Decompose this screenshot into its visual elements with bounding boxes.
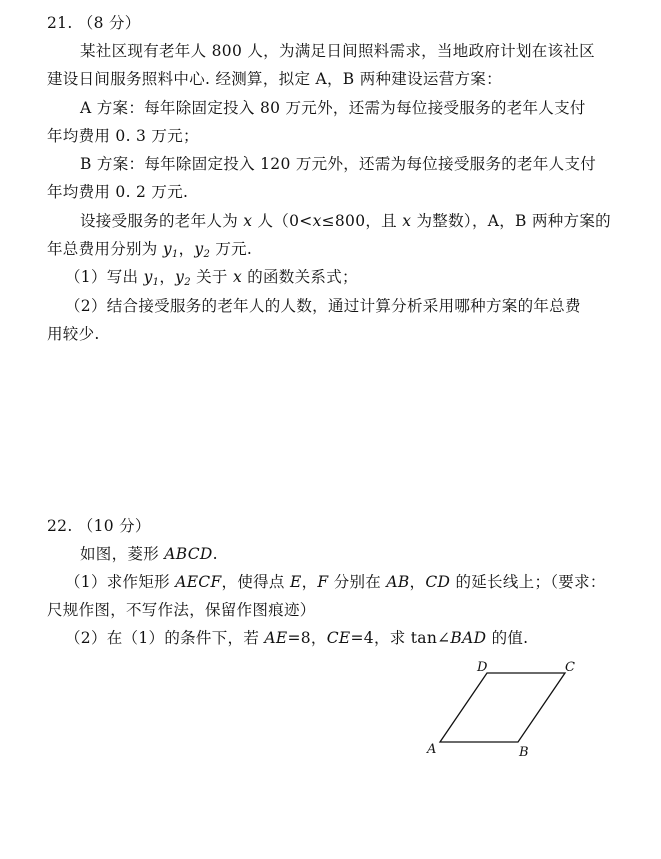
segment-ce: CE [326, 629, 351, 647]
q21-plan-a-line-2: 年均费用 0. 3 万元； [47, 127, 199, 145]
variable-x: x [243, 212, 253, 230]
label-a: A [427, 742, 437, 757]
q22-intro [80, 543, 218, 565]
point-e: E [289, 573, 302, 591]
variable-y: y [194, 240, 204, 258]
text-segment: . [212, 545, 218, 563]
variable-y: y [143, 268, 153, 286]
text-segment: 的函数关系式； [241, 268, 358, 286]
variable-x: x [402, 212, 412, 230]
text-segment: 为整数），A，B 两种方案的 [411, 212, 611, 230]
q21-plan-b-line-1: B 方案：每年除固定投入 120 万元外，还需为每位接受服务的老年人支付 [80, 155, 597, 173]
q22-subquestion-1-line-1 [65, 571, 606, 593]
variable-y: y [175, 268, 185, 286]
text-segment: 关于 [190, 268, 233, 286]
text-segment: 的值. [486, 629, 529, 647]
text-segment: ， [301, 573, 318, 591]
q22-subquestion-2 [65, 627, 528, 649]
segment-ae: AE [264, 629, 288, 647]
rhombus-name: ABCD [164, 545, 213, 563]
q21-subquestion-1 [65, 266, 358, 294]
text-segment: 年总费用分别为 [47, 240, 163, 258]
text-segment: 如图，菱形 [80, 545, 165, 563]
rectangle-name: AECF [175, 573, 222, 591]
rhombus-figure [420, 650, 590, 760]
segment-ab: AB [386, 573, 410, 591]
text-segment: （2）在（1）的条件下，若 [65, 629, 265, 647]
text-segment: 设接受服务的老年人为 [80, 212, 244, 230]
q21-plan-b-line-2: 年均费用 0. 2 万元. [47, 183, 189, 201]
q21-subquestion-2-line-2: 用较少. [47, 325, 100, 343]
text-segment: 万元. [210, 240, 253, 258]
text-segment: ， [409, 573, 426, 591]
variable-y: y [162, 240, 172, 258]
text-segment: ≤800，且 [321, 212, 403, 230]
label-c: C [565, 660, 575, 675]
q21-paragraph-1-line-2: 建设日间服务照料中心. 经测算，拟定 A，B 两种建设运营方案： [47, 70, 502, 88]
variable-y2 [194, 240, 210, 258]
text-segment: （1）求作矩形 [65, 573, 176, 591]
q21-header: 21. （8 分） [47, 14, 141, 32]
label-d: D [477, 660, 488, 675]
text-segment: =8， [287, 629, 327, 647]
text-segment: =4，求 tan∠ [350, 629, 451, 647]
text-segment: ，使得点 [221, 573, 290, 591]
q22-header: 22. （10 分） [47, 517, 151, 535]
text-segment: 的延长线上；（要求： [450, 573, 606, 591]
q21-paragraph-1-line-1: 某社区现有老年人 800 人，为满足日间照料需求，当地政府计划在该社区 [80, 42, 595, 60]
q21-paragraph-2-line-1 [80, 210, 611, 232]
subscript-1: 1 [152, 277, 160, 288]
q21-subquestion-2-line-1: （2）结合接受服务的老年人的人数，通过计算分析采用哪种方案的年总费 [65, 297, 581, 315]
point-f: F [317, 573, 329, 591]
subscript-2: 2 [203, 249, 211, 260]
comma: ， [178, 240, 195, 258]
variable-x: x [232, 268, 242, 286]
q21-paragraph-2-line-2 [47, 238, 252, 266]
q22-subquestion-1-line-2: 尺规作图，不写作法，保留作图痕迹） [47, 601, 316, 619]
text-segment: 人（0< [252, 212, 313, 230]
segment-cd: CD [425, 573, 451, 591]
rhombus-abcd [440, 673, 565, 742]
variable-x: x [312, 212, 322, 230]
comma: ， [159, 268, 176, 286]
subscript-2: 2 [184, 277, 191, 288]
angle-bad: BAD [450, 629, 487, 647]
variable-y2 [175, 268, 191, 286]
variable-y1 [144, 268, 160, 286]
text-segment: （1）写出 [65, 268, 144, 286]
label-b: B [519, 745, 529, 760]
text-segment: 分别在 [328, 573, 387, 591]
subscript-1: 1 [171, 249, 179, 260]
variable-y1 [163, 240, 179, 258]
q21-plan-a-line-1: A 方案：每年除固定投入 80 万元外，还需为每位接受服务的老年人支付 [80, 99, 586, 117]
